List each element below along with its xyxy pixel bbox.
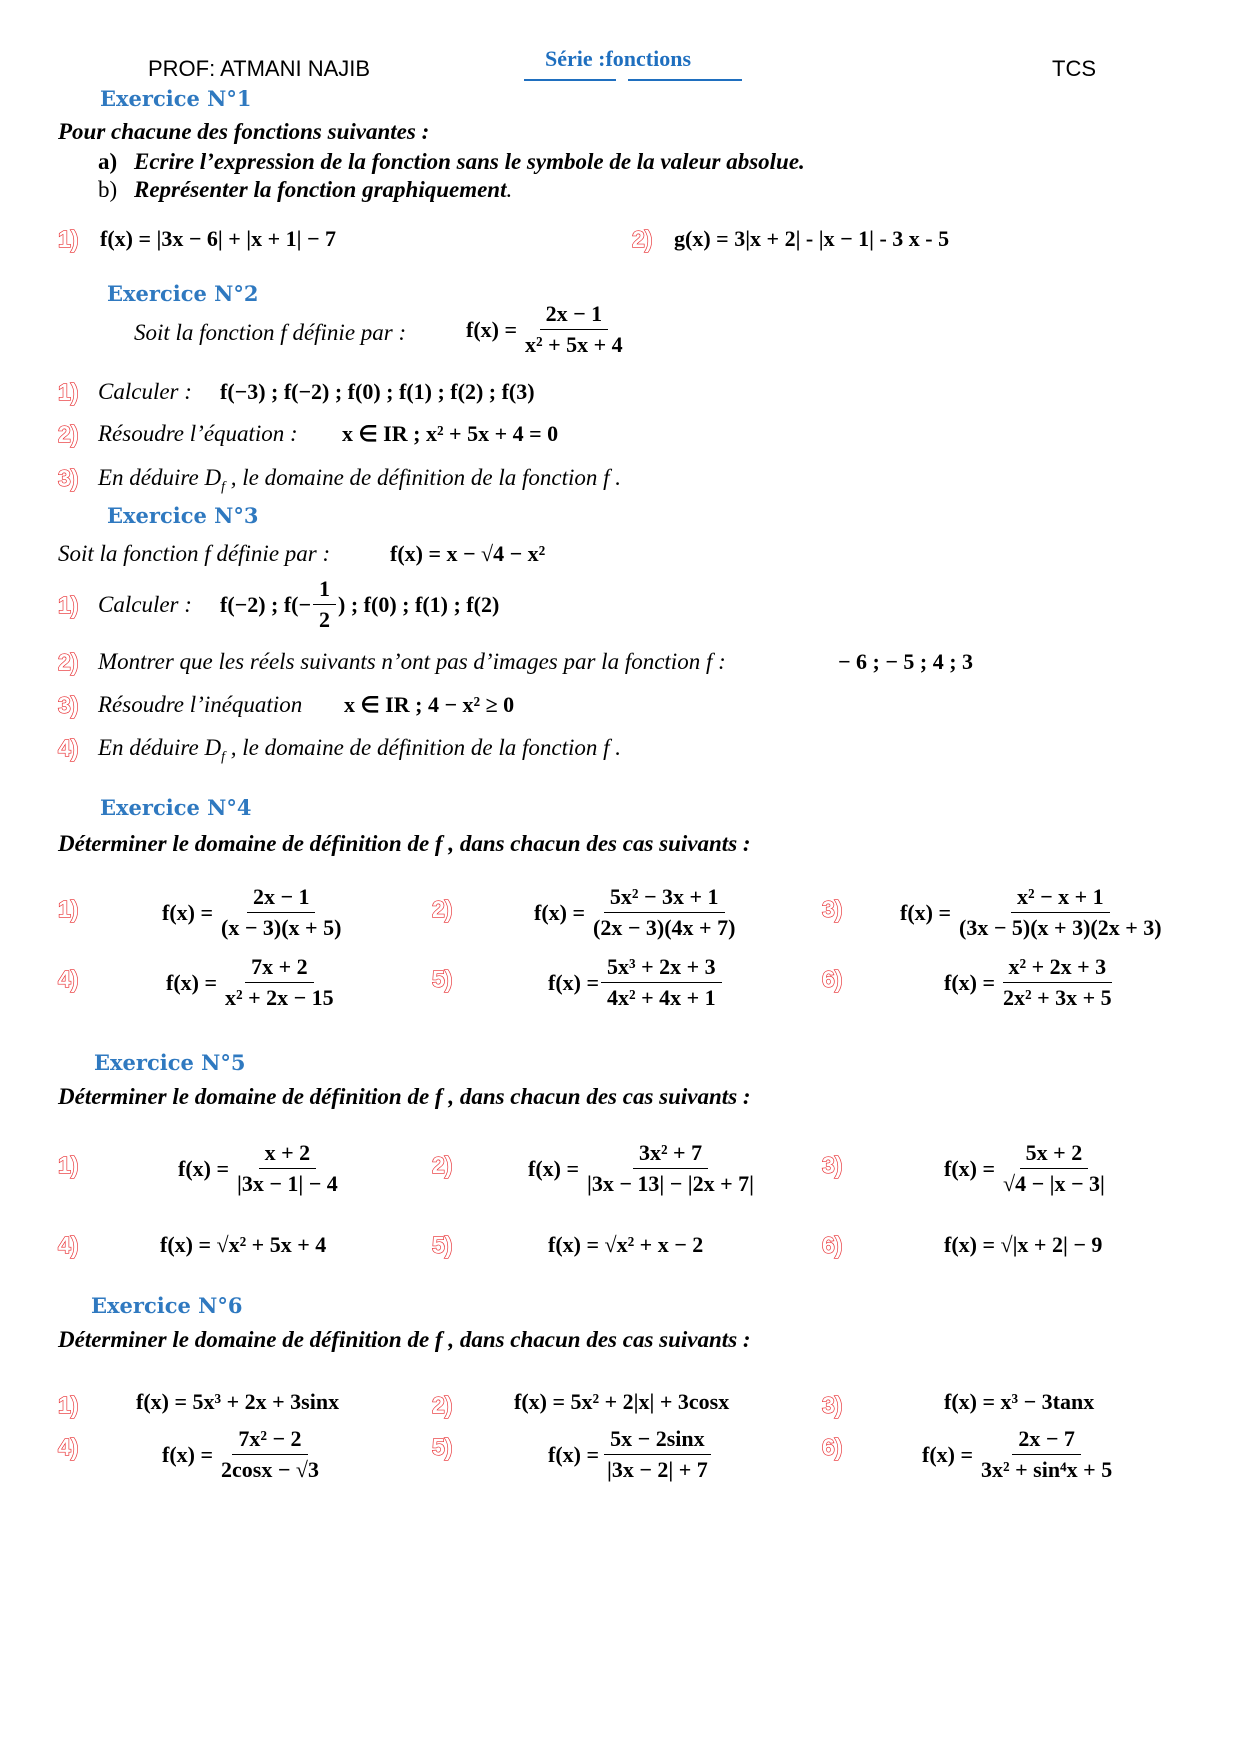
ex3-q4-text-b: , le domaine de définition de la fonction f .: [224, 735, 622, 760]
ex3-q1-denominator: 2: [319, 607, 331, 632]
ex6-item-5-num: 5x − 2sinx: [604, 1426, 710, 1455]
ex2-q1-number: 1): [58, 379, 79, 405]
ex5-item-1-number: 1): [58, 1152, 79, 1178]
ex5-item-2-lhs: f(x) =: [528, 1155, 580, 1181]
ex4-item-3-number: 3): [822, 896, 843, 922]
ex5-item-5-number: 5): [432, 1232, 453, 1258]
ex5-item-2-num: 3x² + 7: [633, 1140, 708, 1169]
exercise-5-intro: Déterminer le domaine de définition de f , dans chacun des cas suivants :: [58, 1084, 751, 1109]
ex5-item-2-fraction: [581, 1140, 760, 1197]
ex4-item-6-num: x² + 2x + 3: [1003, 954, 1113, 983]
ex2-q3-sub: f: [221, 479, 225, 495]
ex6-item-6-number: 6): [822, 1434, 843, 1460]
ex1-b-mark: b): [98, 177, 118, 202]
ex3-q3-text: Résoudre l’inéquation: [98, 692, 303, 717]
ex6-item-1-expr: f(x) = 5x³ + 2x + 3sinx: [136, 1389, 340, 1414]
ex2-f-lhs: f(x) =: [466, 316, 518, 342]
ex1-b-text: Représenter la fonction graphiquement.: [134, 177, 513, 202]
ex4-item-4-fraction: [219, 954, 340, 1011]
ex5-item-2-expr: [528, 1140, 762, 1197]
ex2-q2-text: Résoudre l’équation :: [98, 421, 298, 446]
ex5-item-1-den: |3x − 1| − 4: [237, 1171, 338, 1196]
ex3-q4-sub: f: [221, 749, 225, 765]
exercise-1-title: Exercice N°1: [100, 86, 252, 111]
author: PROF: ATMANI NAJIB: [148, 56, 371, 81]
exercise-3-intro: Soit la fonction f définie par :: [58, 541, 331, 566]
ex6-item-1-number: 1): [58, 1392, 79, 1418]
ex4-item-3-lhs: f(x) =: [900, 899, 952, 925]
ex1-a-text: Ecrire l’expression de la fonction sans le symbole de la valeur absolue.: [134, 149, 805, 174]
ex4-item-2-den: (2x − 3)(4x + 7): [593, 915, 736, 940]
ex6-item-5-expr: [548, 1426, 716, 1483]
exercise-2-title: Exercice N°2: [107, 281, 259, 306]
ex6-item-3-number: 3): [822, 1392, 843, 1418]
exercise-2-intro: Soit la fonction f définie par :: [134, 320, 407, 345]
ex4-item-1-number: 1): [58, 896, 79, 922]
ex6-item-4-expr: [162, 1426, 327, 1483]
ex3-q3-math: x ∈ IR ; 4 − x² ≥ 0: [344, 692, 515, 717]
page-title: Série :fonctions: [545, 46, 692, 71]
ex4-item-6-fraction: [997, 954, 1118, 1011]
ex6-item-6-expr: [922, 1426, 1120, 1483]
ex4-item-4-expr: [166, 954, 342, 1011]
exercise-5-title: Exercice N°5: [94, 1050, 246, 1075]
ex1-q2-number: 2): [632, 226, 653, 252]
ex5-item-2-number: 2): [432, 1152, 453, 1178]
level-label: TCS: [1052, 56, 1096, 81]
ex5-item-2-den: |3x − 13| − |2x + 7|: [587, 1171, 755, 1196]
exercise-1-intro: Pour chacune des fonctions suivantes :: [58, 119, 430, 144]
ex3-q4-number: 4): [58, 735, 79, 761]
ex4-item-6-lhs: f(x) =: [944, 969, 996, 995]
ex3-q1-number: 1): [58, 592, 79, 618]
ex3-q3-number: 3): [58, 692, 79, 718]
ex6-item-2-expr: f(x) = 5x² + 2|x| + 3cosx: [514, 1389, 730, 1414]
ex4-item-2-lhs: f(x) =: [534, 899, 586, 925]
ex5-item-3-lhs: f(x) =: [944, 1155, 996, 1181]
ex3-q1-fraction: [313, 576, 336, 633]
ex4-item-4-num: 7x + 2: [245, 954, 314, 983]
ex2-fraction: [519, 301, 629, 358]
exercise-4-intro: Déterminer le domaine de définition de f , dans chacun des cas suivants :: [58, 831, 751, 856]
ex2-q1-text: Calculer :: [98, 379, 192, 404]
ex2-q3-text: [98, 465, 621, 496]
ex4-item-4-lhs: f(x) =: [166, 969, 218, 995]
ex4-item-1-fraction: [215, 884, 347, 941]
ex4-item-2-expr: [534, 884, 743, 941]
ex3-q2-values: − 6 ; − 5 ; 4 ; 3: [838, 649, 974, 674]
ex5-item-1-num: x + 2: [259, 1140, 317, 1169]
ex6-item-4-lhs: f(x) =: [162, 1441, 214, 1467]
ex1-f2: g(x) = 3|x + 2| - |x − 1| - 3 x - 5: [674, 226, 950, 251]
ex5-item-4-expr: f(x) = √x² + 5x + 4: [160, 1232, 327, 1257]
exercise-3-title: Exercice N°3: [107, 503, 259, 528]
ex4-item-6-number: 6): [822, 966, 843, 992]
ex3-function-definition: f(x) = x − √4 − x²: [390, 541, 546, 566]
ex5-item-1-lhs: f(x) =: [178, 1155, 230, 1181]
ex1-b-text-content: Représenter la fonction graphiquement: [134, 177, 507, 202]
ex4-item-5-lhs: f(x) =: [548, 969, 600, 995]
ex4-item-1-lhs: f(x) =: [162, 899, 214, 925]
ex4-item-2-fraction: [587, 884, 741, 941]
ex5-item-3-num: 5x + 2: [1020, 1140, 1089, 1169]
ex2-q2-number: 2): [58, 421, 79, 447]
ex6-item-6-num: 2x − 7: [1012, 1426, 1081, 1455]
ex5-item-6-number: 6): [822, 1232, 843, 1258]
ex4-item-5-fraction: [601, 954, 722, 1011]
ex3-q4-text: [98, 735, 621, 766]
ex4-item-4-den: x² + 2x − 15: [225, 985, 334, 1010]
ex4-item-2-num: 5x² − 3x + 1: [604, 884, 725, 913]
ex3-q1-values: [220, 576, 499, 633]
ex4-item-2-number: 2): [432, 896, 453, 922]
ex4-item-6-expr: [944, 954, 1120, 1011]
ex6-item-6-fraction: [975, 1426, 1118, 1483]
ex2-q1-values: f(−3) ; f(−2) ; f(0) ; f(1) ; f(2) ; f(3): [220, 379, 535, 404]
ex5-item-5-expr: f(x) = √x² + x − 2: [548, 1232, 704, 1257]
ex2-denominator: x² + 5x + 4: [525, 332, 623, 357]
ex6-item-3-expr: f(x) = x³ − 3tanx: [944, 1389, 1095, 1414]
ex6-item-4-fraction: [215, 1426, 325, 1483]
ex6-item-5-den: |3x − 2| + 7: [607, 1457, 708, 1482]
ex5-item-6-expr: f(x) = √|x + 2| − 9: [944, 1232, 1103, 1257]
ex4-item-5-expr: [548, 954, 724, 1011]
ex3-q2-text: Montrer que les réels suivants n’ont pas d’images par la fonction f :: [98, 649, 726, 674]
title-underline-right: [628, 79, 742, 81]
ex3-q2-number: 2): [58, 649, 79, 675]
ex4-item-6-den: 2x² + 3x + 5: [1003, 985, 1112, 1010]
ex6-item-4-num: 7x² − 2: [232, 1426, 307, 1455]
exercise-6-title: Exercice N°6: [91, 1293, 243, 1318]
ex4-item-5-den: 4x² + 4x + 1: [607, 985, 716, 1010]
ex4-item-1-num: 2x − 1: [247, 884, 316, 913]
ex5-item-1-expr: [178, 1140, 346, 1197]
ex3-q1-values-b: ) ; f(0) ; f(1) ; f(2): [338, 591, 500, 617]
ex6-item-2-number: 2): [432, 1392, 453, 1418]
ex4-item-3-expr: [900, 884, 1170, 941]
ex6-item-5-fraction: [601, 1426, 714, 1483]
ex3-q1-values-a: f(−2) ; f(−: [220, 591, 312, 617]
ex6-item-5-lhs: f(x) =: [548, 1441, 600, 1467]
ex4-item-4-number: 4): [58, 966, 79, 992]
ex4-item-1-den: (x − 3)(x + 5): [221, 915, 342, 940]
ex2-function-definition: [466, 301, 631, 358]
ex2-q2-math: x ∈ IR ; x² + 5x + 4 = 0: [342, 421, 559, 446]
ex6-item-6-den: 3x² + sin⁴x + 5: [981, 1457, 1113, 1482]
ex2-q3-text-b: , le domaine de définition de la fonction f .: [224, 465, 622, 490]
ex2-q3-number: 3): [58, 465, 79, 491]
ex4-item-3-fraction: [953, 884, 1168, 941]
ex5-item-3-fraction: [997, 1140, 1111, 1197]
ex6-item-4-number: 4): [58, 1434, 79, 1460]
ex4-item-5-number: 5): [432, 966, 453, 992]
ex3-q4-text-a: En déduire D: [98, 735, 222, 760]
exercise-4-title: Exercice N°4: [100, 795, 252, 820]
ex4-item-5-num: 5x³ + 2x + 3: [601, 954, 722, 983]
ex2-numerator: 2x − 1: [540, 301, 609, 330]
ex3-q1-text: Calculer :: [98, 592, 192, 617]
ex5-item-1-fraction: [231, 1140, 344, 1197]
exercise-6-intro: Déterminer le domaine de définition de f , dans chacun des cas suivants :: [58, 1327, 751, 1352]
ex6-item-4-den: 2cosx − √3: [221, 1457, 319, 1482]
ex6-item-6-lhs: f(x) =: [922, 1441, 974, 1467]
ex2-q3-text-a: En déduire D: [98, 465, 222, 490]
ex1-f1: f(x) = |3x − 6| + |x + 1| − 7: [100, 226, 337, 251]
ex5-item-3-number: 3): [822, 1152, 843, 1178]
ex1-q1-number: 1): [58, 226, 79, 252]
ex1-a-mark: a): [98, 149, 118, 174]
ex4-item-3-den: (3x − 5)(x + 3)(2x + 3): [959, 915, 1162, 940]
ex5-item-4-number: 4): [58, 1232, 79, 1258]
ex4-item-1-expr: [162, 884, 349, 941]
ex6-item-5-number: 5): [432, 1434, 453, 1460]
title-underline-left: [524, 79, 616, 81]
ex3-q1-numerator: 1: [313, 576, 336, 605]
ex5-item-3-den: √4 − |x − 3|: [1003, 1171, 1105, 1196]
ex4-item-3-num: x² − x + 1: [1011, 884, 1110, 913]
ex5-item-3-expr: [944, 1140, 1113, 1197]
